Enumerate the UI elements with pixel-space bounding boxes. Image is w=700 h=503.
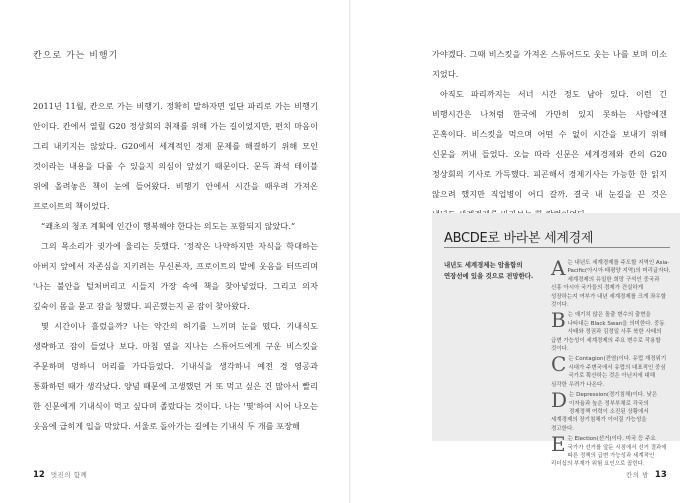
drop-cap: C <box>551 352 567 377</box>
paragraph: 2011년 11월, 칸으로 가는 비행기. 정확히 말하자면 일단 파리로 가는 비행기 안이다. 칸에서 열릴 G20 정상회의 취재를 위해 가는 길이었지만, 편치 마음이 그리 내키지는 않았다. G20에서 세계적인 경제 문제를 해결하기 위해 모인 것이라는 내용을 다룰 수 있을지 의심이 앞섰기 때문이다. 문득 좌석 테이블 위에 올려놓은 책이 눈에 들어왔다. 비행기 안에서 시간을 때우려 가져온 프로이트의 책이었다. <box>33 101 318 211</box>
paragraph: “쾌초의 청조 계획에 인간이 행복해야 한다는 의도는 포함되지 않았다.” <box>41 221 296 231</box>
paragraph: 몇 시간이나 흘렀을까? 나는 약간의 허기를 느끼며 눈을 떴다. 기내식도 생략하고 잠이 들었나 보다. 마침 옆을 지나는 스튜어드에게 구운 비스킷을 주문하며 멍하니 머리를 가다듬었다. 기내식을 생각하니 예전 경 영공과 통화하던 때가 생각났다. 양념 때문에 고생했던 거 또 먹고 싶은 건 많아서 빨리 한 신문에게 기내식이 먹고 싶다며 졸랐다는 것이다. 나는 '몇'하여 시어 나오는 웃음에 급히게 입을 막았다. 서울로 돌아가는 길에는 기내식 두 개를 포장해 <box>33 321 318 431</box>
entry-text: 는 예기치 않은 돌출 변수의 출현을 나타내는 Black Swan을 의미한다. 중동 사태와 정권과 김정일 사후 북한 사태의 급변 가능성이 세계경제의 주요 변수로 작용할 것이다. <box>551 312 665 353</box>
drop-cap: E <box>551 432 566 457</box>
right-body-text <box>432 44 667 224</box>
paragraph: 가야겠다. 그때 비스킷을 가져온 스튜어드도 웃는 나를 보며 미소 지었다. <box>432 49 667 79</box>
sidebar-entry-c <box>551 352 671 389</box>
paragraph: 아직도 파리까지는 서너 시간 정도 남아 있다. 이런 긴 비행시간은 나처럼 한국에 가만히 있지 못하는 사람에겐 곤혹이다. 비스킷을 먹으며 어떤 수 없이 시간을 보내기 위해 신문을 꺼내 들었다. 오늘 따라 신문은 세계경제와 칸의 G20 정상회의 기사로 가득했다. 피곤해서 경제기사는 가능한 한 읽지 않으려 했지만 직업병이 어디 갈까. 결국 내 눈길을 끈 것은 <box>432 89 667 199</box>
sidebar-divider <box>444 247 670 248</box>
entry-text: 는 Contagion(전염)이다. 유럽 재정위기 시대가 주변국에서 유럽의 대표적인 중심 국가로 확산하는 것은 아닌지에 대해 심각한 우려가 나온다. <box>551 356 667 388</box>
sidebar-entry-a <box>551 256 671 309</box>
sidebar-subtitle: 내년도 세계경제는 암울함의 연장선에 있을 것으로 전망한다. <box>444 261 534 280</box>
sidebar-entry-b <box>551 308 671 353</box>
paragraph: 그의 목소리가 귓가에 울리는 듯했다. '정작은 나약하지만 자식을 학대하는 아버지 앞에서 자존심을 지키려는 무신론자, 프로이트의 말에 웃음을 터뜨리며 '나는 불안을 털쳐버리고 시들지 가장 속에 책을 찾아넣었다. 그리고 의자 깊숙이 몸을 묻고 잠을 청했다. 피곤했는지 곧 잠이 찾아왔다. <box>33 241 318 311</box>
sidebar-entry-e <box>551 432 671 469</box>
drop-cap: B <box>551 308 566 333</box>
page-number: 13 <box>654 470 667 480</box>
running-chapter-title: 칸의 밤 <box>626 471 649 479</box>
right-page <box>350 0 700 503</box>
entry-text: 는 내년도 세계경제를 주도할 지역인 Asia-Pacific(아시아·태평양 지역)의 머리글자다. 세계경제의 유일한 희망 구석인 중국과 신흥 아시아 국가들의 경제가 건실하게 성장하는지 여부가 내년 세계경제를 크게 좌우할 것이다. <box>551 260 671 309</box>
right-footer <box>620 470 667 480</box>
entry-text: 는 Depression(경기침체)이다. 낮은 이자율과 높은 정부부채로 각국의 경제정책 여력이 소진된 상황에서 세계경제의 장기침체가 이어질 가능성을 경고한다. <box>551 392 658 432</box>
left-footer <box>33 470 93 480</box>
drop-cap: D <box>551 388 568 413</box>
sidebar-entries <box>551 256 671 471</box>
entry-text: 는 Election(선거)이다. 미국 등 주요 국가가 선거를 앞둔 시점에서 선거 결과에 따른 정책의 급변 가능성과 세계적인 리더십의 부재가 위험 요인으로 꼽힌다. <box>551 436 667 468</box>
drop-cap: A <box>551 256 566 280</box>
chapter-title: 칸으로 가는 비행기 <box>33 51 119 61</box>
sidebar-box <box>432 213 680 468</box>
left-body-text <box>33 96 318 436</box>
page-number: 12 <box>33 470 45 480</box>
sidebar-entry-d <box>551 388 671 433</box>
running-book-title: 멋진의 함께 <box>50 471 88 479</box>
sidebar-title: ABCDE로 바라본 세계경제 <box>444 231 594 246</box>
